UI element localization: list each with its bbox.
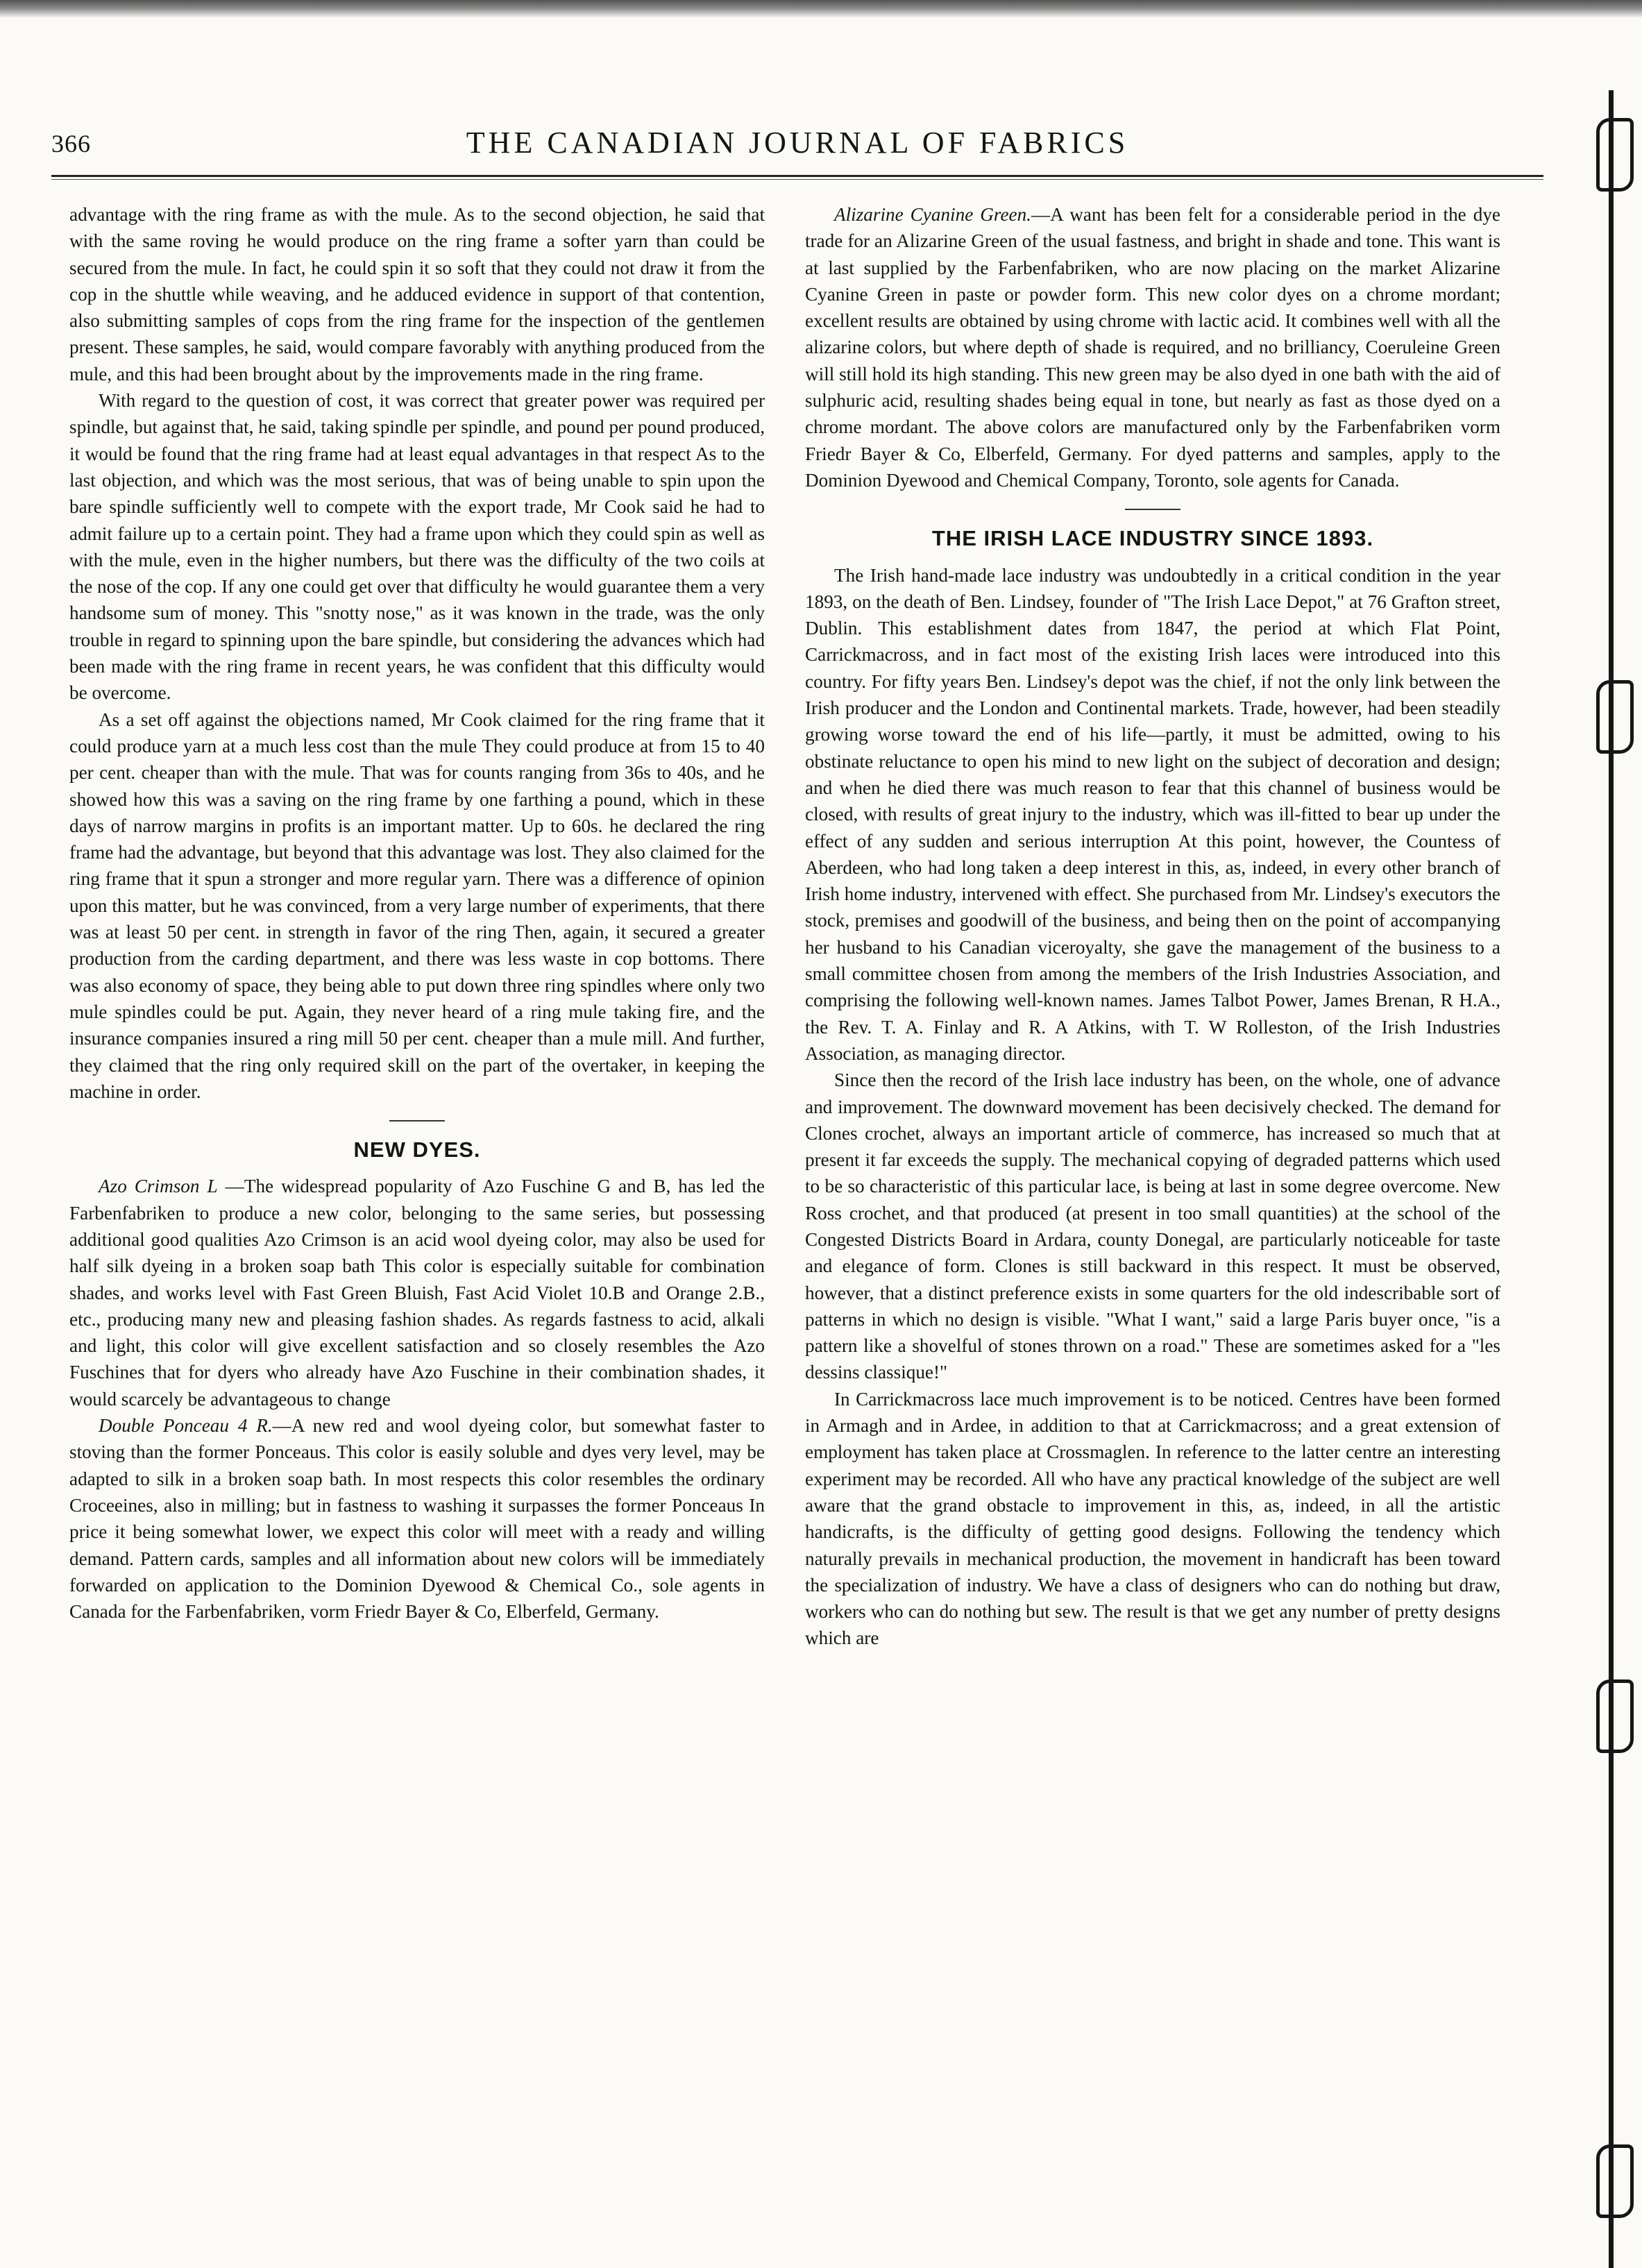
paragraph: Since then the record of the Irish lace industry has been, on the whole, one of advance and improvement. The downward movement has been decisively checked. The demand for Clones crochet, always an important article of commerce, has increased so much that at present it far exceeds the supply. The mechanical copying of degraded patterns which used to be so characteristic of this particular lace, is being at last in some degree overcome. New Ross crochet, and that produced (at present in too small quantities) at the school of the Congested Districts Board in Ardara, county Donegal, are particularly noticeable for taste and elegance of form. Clones is still backward in this respect. It must be observed, however, that a distinct preference exists in some quarters for the old indescribable sort of patterns in which no design is visible. "What I want," said a large Paris buyer once, "is a pattern like a shovelful of stones thrown on a road." These are sometimes asked for a "les dessins classique!" xyxy=(805,1069,1500,1383)
paragraph-lead: Azo Crimson L xyxy=(99,1176,218,1197)
paragraph: With regard to the question of cost, it was correct that greater power was required per spindle, but against that, he said, taking spindle per spindle, and pound per pound produced, it would be found that the ring frame had at least equal advantages in that respect As to the last objection, and which was the most serious, that was of being unable to spin upon the bare spindle sufficiently well to compete with the export trade, Mr Cook said he had to admit failure up to a certain point. They had a frame upon which they could spin as well as with the mule, even in the higher numbers, but there was the difficulty of the two coils at the nose of the cop. If any one could get over that difficulty he would guarantee them a very handsome sum of money. This "snotty nose," as it was known in the trade, was the only trouble in regard to spinning upon the bare spindle, but considering the advances which had been made with the ring frame in recent years, he was confident that this difficulty would be overcome. xyxy=(69,390,765,704)
binding-clip xyxy=(1596,1679,1634,1753)
header-rule xyxy=(51,179,1543,180)
paragraph: As a set off against the objections named, Mr Cook claimed for the ring frame that it could produce yarn at a much less cost than the mule They could produce at from 15 to 40 per cent. cheaper than with the mule. That was for counts ranging from 36s to 40s, and he showed how this was a saving on the ring frame by one farthing a pound, which in these days of narrow margins in profits is an important matter. Up to 60s. he declared the ring frame had the advantage, but beyond that this advantage was lost. They also claimed for the ring frame that it spun a stronger and more regular yarn. There was a difference of opinion upon this matter, but he was convinced, from a very large number of experiments, that there was at least 50 per cent. in strength in favor of the ring Then, again, it secured a greater production from the carding department, and there was less waste in cop bottoms. There was also economy of space, they being able to put down three ring spindles where only two mule spindles could be put. Again, they never heard of a ring mule taking fire, and the insurance companies insured a ring mill 50 per cent. cheaper than a mule mill. And further, they claimed that the ring only required skill on the part of the overtaker, in keeping the machine in order. xyxy=(69,709,765,1102)
paragraph xyxy=(69,1173,765,1412)
paragraph: The Irish hand-made lace industry was undoubtedly in a critical condition in the year 1893, on the death of Ben. Lindsey, founder of "The Irish Lace Depot," at 76 Grafton street, Dublin. This establishment dates from 1847, the period at which Flat Point, Carrickmacross, and in fact most of the existing Irish laces were introduced into this country. For fifty years Ben. Lindsey's depot was the chief, if not the only link between the Irish producer and the London and Continental markets. Trade, however, had been steadily growing worse toward the end of his life—partly, it must be admitted, owing to his obstinate reluctance to open his mind to new light on the subject of decoration and design; and when he died there was much reason to fear that this channel of business would be closed, with results of great injury to the industry, which was ill-fitted to bear up under the effect of any sudden and serious interruption At this point, however, the Countess of Aberdeen, who had long taken a deep interest in this, as, indeed, in every other branch of Irish home industry, intervened with effect. She purchased from Mr. Lindsey's executors the stock, premises and goodwill of the business, and being then on the point of accompanying her husband to his Canadian viceroyalty, she gave the management of the business to a small committee chosen from among the members of the Irish Industries Association, and comprising the following well-known names. James Talbot Power, James Brenan, R H.A., the Rev. T. A. Finlay and R. A Atkins, with T. W Rolleston, of the Irish Industries Association, as managing director. xyxy=(805,564,1500,1064)
right-column xyxy=(805,201,1500,2249)
section-heading: THE IRISH LACE INDUSTRY SINCE 1893. xyxy=(805,509,1500,552)
paragraph-body: —A want has been felt for a considerable period in the dye trade for an Alizarine Green of the usual fastness, and bright in shade and tone. This want is at last supplied by the Farbenfabriken, who are now placing on the market Alizarine Cyanine Green in paste or powder form. This new color dyes on a chrome mordant; excellent results are obtained by using chrome with lactic acid. It combines well with all the alizarine colors, but where depth of shade is required, and no brilliancy, Coeruleine Green will still hold its high standing. This new green may be also dyed in one bath with the aid of sulphuric acid, resulting shades being equal in tone, but nearly as fast as those dyed on a chrome mordant. The above colors are manufactured only by the Farbenfabriken vorm Friedr Bayer & Co, Elberfeld, Germany. For dyed patterns and samples, apply to the Dominion Dyewood and Chemical Company, Toronto, sole agents for Canada. xyxy=(805,204,1500,491)
binding-clip xyxy=(1596,118,1634,192)
binding-bar xyxy=(1609,90,1614,2268)
paragraph-lead: Double Ponceau 4 R. xyxy=(99,1415,273,1437)
paragraph-lead: Alizarine Cyanine Green. xyxy=(834,204,1031,225)
binding-edge xyxy=(1588,90,1642,2268)
paragraph xyxy=(805,201,1500,493)
paragraph: advantage with the ring frame as with the mule. As to the second objection, he said that with the same roving he would produce on the ring frame a softer yarn than could be secured from the mule. In fact, he could spin it so soft that they could not draw it from the cop in the shuttle while weaving, and he adduced evidence in support of that contention, also submitting samples of cops from the ring frame for the inspection of the gentlemen present. These samples, he said, would compare favorably with anything produced from the mule, and this had been brought about by the improvements made in the ring frame. xyxy=(69,204,765,384)
paragraph: In Carrickmacross lace much improvement is to be noticed. Centres have been formed in Armagh and in Ardee, in addition to that at Carrickmacross; and a great extension of employment has taken place at Crossmaglen. In reference to the latter centre an interesting experiment may be recorded. All who have any practical knowledge of the subject are well aware that the grand obstacle to improvement in this, as, indeed, in all the artistic handicrafts, is the difficulty of getting good designs. Following the tendency which naturally prevails in mechanical production, the movement in handicraft has been toward the specialization of industry. We have a class of designers who can do nothing but draw, workers who can do nothing but sew. The result is that we get any number of pretty designs which are xyxy=(805,1388,1500,1649)
paragraph-body: —The widespread popularity of Azo Fuschine G and B, has led the Farbenfabriken to produce a new color, belonging to the same series, but possessing additional good qualities Azo Crimson is an acid wool dyeing color, may also be used for half silk dyeing in a broken soap bath This color is especially suitable for combination shades, and works level with Fast Green Bluish, Fast Acid Violet 10.B and Orange 2.B., etc., producing many new and pleasing fashion shades. As regards fastness to acid, alkali and light, this color will give excellent satisfaction and so closely resembles the Azo Fuschines that for dyers who already have Azo Fuschine in their combination shades, it would scarcely be advantageous to change xyxy=(69,1176,765,1410)
page-header xyxy=(51,122,1543,175)
paragraph-body: —A new red and wool dyeing color, but somewhat faster to stoving than the former Ponceaus. This color is easily soluble and dyes very level, may be adapted to silk in a broken soap bath. In most respects this color resembles the ordinary Croceeines, also in milling; but in fastness to washing it surpasses the former Ponceaus In price it being somewhat lower, we expect this color will meet with a ready and willing demand. Pattern cards, samples and all information about new colors will be immediately forwarded on application to the Dominion Dyewood & Chemical Co., sole agents in Canada for the Farbenfabriken, vorm Friedr Bayer & Co, Elberfeld, Germany. xyxy=(69,1415,765,1623)
section-heading: NEW DYES. xyxy=(69,1120,765,1163)
header-rule xyxy=(51,175,1543,177)
page-number: 366 xyxy=(51,130,91,158)
binding-clip xyxy=(1596,680,1634,754)
journal-title: THE CANADIAN JOURNAL OF FABRICS xyxy=(466,126,1129,160)
left-column xyxy=(69,201,765,2249)
scan-top-edge xyxy=(0,0,1642,18)
binding-clip xyxy=(1596,2144,1634,2218)
paragraph xyxy=(69,1412,765,1625)
